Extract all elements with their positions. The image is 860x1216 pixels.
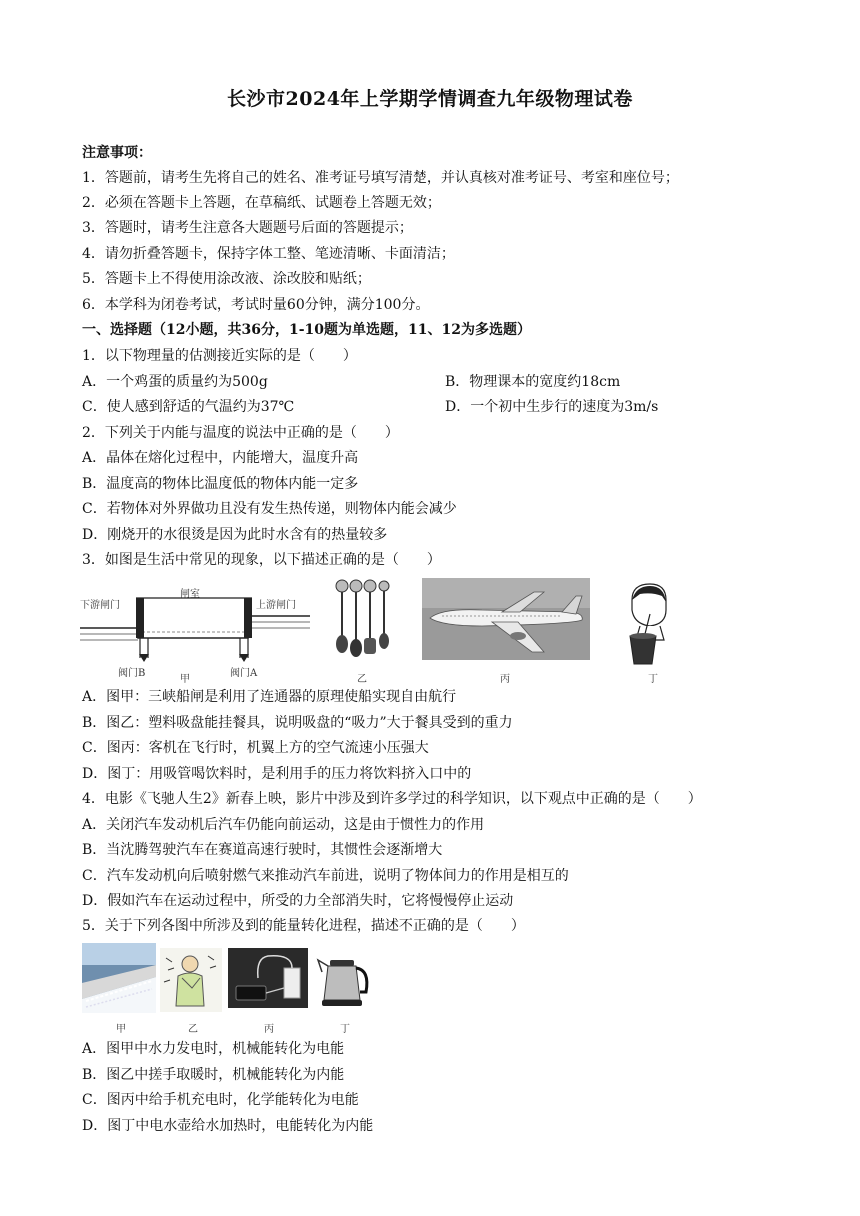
question-stem: 2．下列关于内能与温度的说法中正确的是（ ） (82, 425, 399, 441)
label-valve-b: 阀门B (118, 668, 146, 679)
label-upstream-gate: 上游闸门 (256, 600, 296, 611)
option-a: A．一个鸡蛋的质量约为500g (82, 374, 268, 390)
question-stem: 4．电影《飞驰人生2》新春上映，影片中涉及到许多学过的科学知识，以下观点中正确的是（ ） (82, 791, 702, 807)
option-b: B．图乙：塑料吸盘能挂餐具，说明吸盘的“吸力”大于餐具受到的重力 (82, 715, 513, 731)
rubbing-hands-figure (160, 948, 222, 1012)
notice-item: 3．答题时，请考生注意各大题题号后面的答题提示； (82, 220, 413, 236)
option-b: B．物理课本的宽度约18cm (445, 374, 621, 390)
question-stem: 1．以下物理量的估测接近实际的是（ ） (82, 348, 357, 364)
airliner-figure (422, 578, 590, 660)
question-stem: 3．如图是生活中常见的现象，以下描述正确的是（ ） (82, 552, 441, 568)
caption-yi: 乙 (188, 1024, 198, 1035)
caption-jia: 甲 (116, 1024, 126, 1035)
option-d: D．图丁中电水壶给水加热时，电能转化为内能 (82, 1118, 374, 1134)
option-d: D．假如汽车在运动过程中，所受的力全部消失时，它将慢慢停止运动 (82, 893, 514, 909)
caption-bing: 丙 (500, 674, 510, 685)
section-heading: 一、选择题（12小题，共36分，1-10题为单选题，11、12为多选题） (82, 322, 531, 338)
option-d: D．刚烧开的水很烫是因为此时水含有的热量较多 (82, 527, 388, 543)
page-title: 长沙市2024年上学期学情调查九年级物理试卷 (227, 88, 633, 110)
caption-ding: 丁 (340, 1024, 350, 1035)
electric-kettle-figure (312, 952, 374, 1010)
label-valve-a: 阀门A (230, 668, 258, 679)
option-b: B．图乙中搓手取暖时，机械能转化为内能 (82, 1067, 345, 1083)
ship-lock-figure (80, 580, 310, 680)
notice-item: 4．请勿折叠答题卡，保持字体工整、笔迹清晰、卡面清洁； (82, 246, 455, 262)
option-c: C．图丙：客机在飞行时，机翼上方的空气流速小压强大 (82, 740, 429, 756)
notice-heading: 注意事项： (82, 145, 152, 161)
option-a: A．图甲中水力发电时，机械能转化为电能 (82, 1041, 345, 1057)
label-downstream-gate: 下游闸门 (80, 600, 120, 611)
option-a: A．图甲：三峡船闸是利用了连通器的原理使船实现自由航行 (82, 689, 457, 705)
option-b: B．温度高的物体比温度低的物体内能一定多 (82, 476, 359, 492)
option-c: C．汽车发动机向后喷射燃气来推动汽车前进，说明了物体间力的作用是相互的 (82, 868, 569, 884)
notice-item: 2．必须在答题卡上答题，在草稿纸、试题卷上答题无效； (82, 195, 441, 211)
caption-jia: 甲 (180, 674, 190, 685)
option-b: B．当沈腾驾驶汽车在赛道高速行驶时，其惯性会逐渐增大 (82, 842, 443, 858)
option-c: C．使人感到舒适的气温约为37℃ (82, 399, 295, 415)
option-d: D．一个初中生步行的速度为3m/s (445, 399, 659, 415)
option-c: C．图丙中给手机充电时，化学能转化为电能 (82, 1092, 359, 1108)
caption-bing: 丙 (264, 1024, 274, 1035)
straw-drinking-figure (618, 580, 678, 666)
option-d: D．图丁：用吸管喝饮料时，是利用手的压力将饮料挤入口中的 (82, 766, 472, 782)
notice-item: 1．答题前，请考生先将自己的姓名、准考证号填写清楚，并认真核对准考证号、考室和座位号； (82, 170, 679, 186)
option-a: A．关闭汽车发动机后汽车仍能向前运动，这是由于惯性力的作用 (82, 817, 485, 833)
notice-item: 5．答题卡上不得使用涂改液、涂改胶和贴纸； (82, 271, 371, 287)
option-c: C．若物体对外界做功且没有发生热传递，则物体内能会减少 (82, 501, 457, 517)
suction-hook-utensils-figure (330, 578, 390, 668)
notice-item: 6．本学科为闭卷考试，考试时量60分钟，满分100分。 (82, 297, 430, 313)
option-a: A．晶体在熔化过程中，内能增大，温度升高 (82, 450, 359, 466)
hydropower-dam-figure (82, 943, 156, 1013)
phone-charging-figure (228, 948, 308, 1008)
label-lock-chamber: 闸室 (180, 589, 200, 600)
caption-ding: 丁 (648, 674, 658, 685)
caption-yi: 乙 (357, 674, 367, 685)
question-stem: 5．关于下列各图中所涉及到的能量转化进程，描述不正确的是（ ） (82, 918, 525, 934)
